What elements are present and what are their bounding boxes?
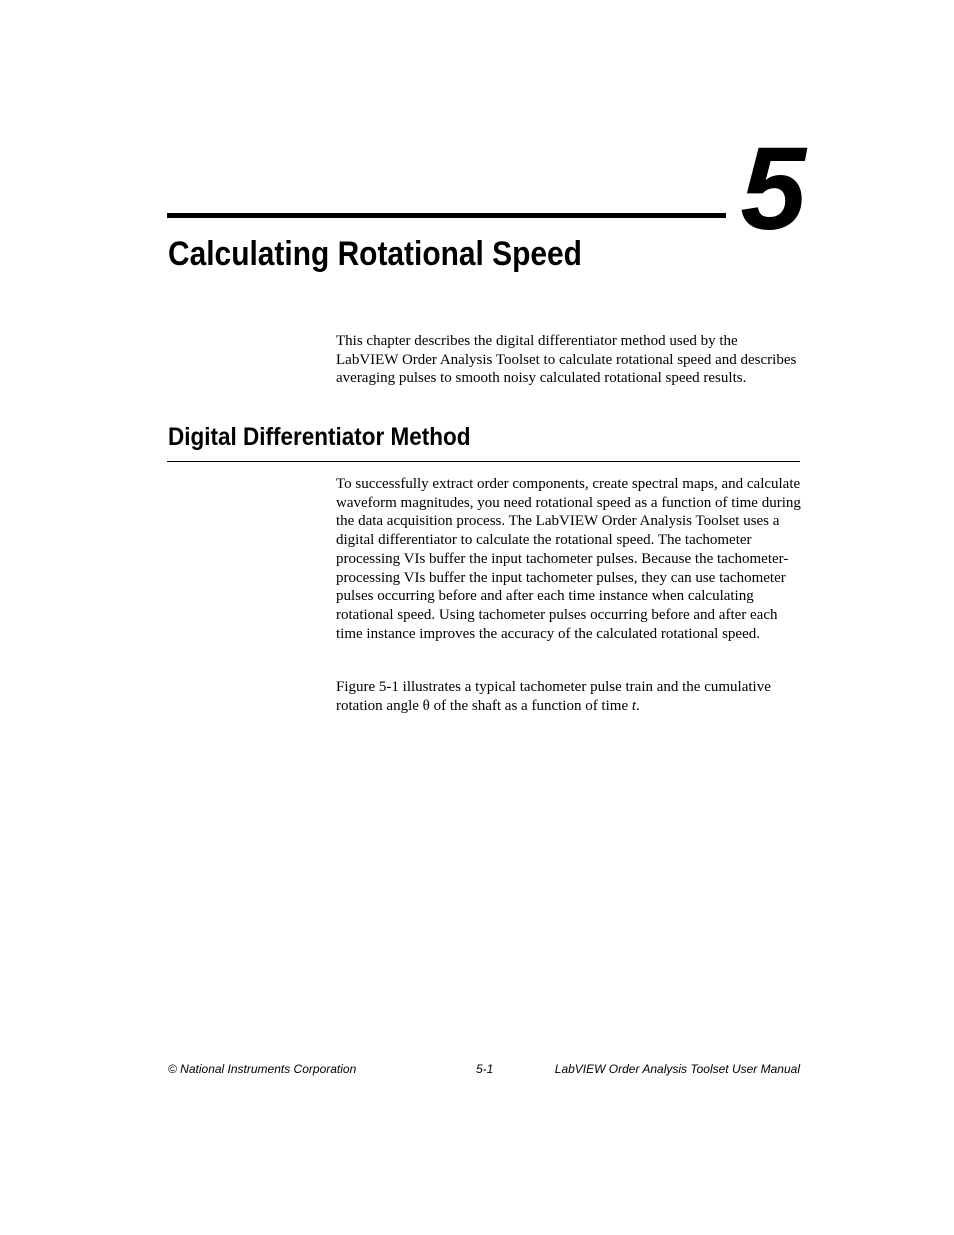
footer-page-number: 5-1 <box>476 1062 494 1076</box>
body-paragraph-1: To successfully extract order components, create spectral maps, and calculate waveform magnitudes, you need rotational speed as a function of time during the data acquisition process. The LabVIEW Order Analysis Toolset uses a digital differentiator to calculate the rotational speed. The tachometer processing VIs buffer the input tachometer pulses. Because the tachometer-processing VIs buffer the input tachometer pulses, they can use tachometer pulses occurring before and after each time instance when calculating rotational speed. Using tachometer pulses occurring before and after each time instance improves the accuracy of the calculated rotational speed. <box>336 476 801 642</box>
section-heading: Digital Differentiator Method <box>168 423 471 451</box>
intro-paragraph: This chapter describes the digital differentiator method used by the LabVIEW Order Analysis Toolset to calculate rotational speed and describes averaging pulses to smooth noisy calculated rotational speed results. <box>336 333 797 387</box>
section-rule <box>167 461 800 462</box>
body-paragraph-2-text: Figure 5-1 illustrates a typical tachometer pulse train and the cumulative rotation angle θ of the shaft as a function of time <box>336 679 771 714</box>
time-variable: t <box>631 697 637 714</box>
footer-copyright: © National Instruments Corporation <box>168 1062 357 1076</box>
chapter-number: 5 <box>740 123 804 255</box>
footer-manual-title: LabVIEW Order Analysis Toolset User Manual <box>554 1062 800 1076</box>
chapter-title: Calculating Rotational Speed <box>168 235 582 273</box>
chapter-rule <box>167 213 726 218</box>
body-paragraph-2-end: . <box>636 697 640 714</box>
body-paragraph-2 <box>336 678 802 715</box>
